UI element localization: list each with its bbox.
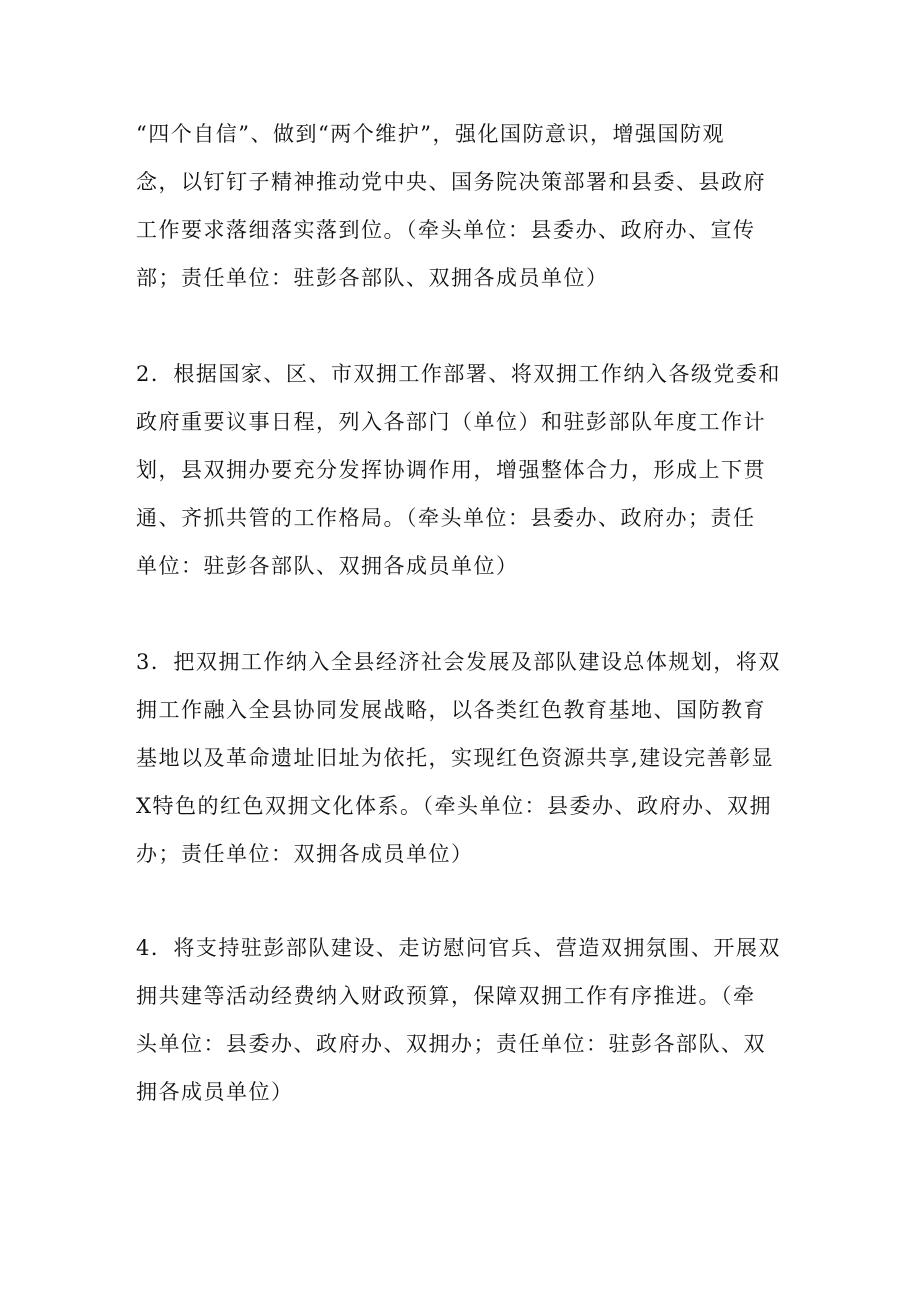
text-line: X特色的红色双拥文化体系。（牵头单位：县委办、政府办、双拥: [136, 794, 772, 818]
text-line: 划，县双拥办要充分发挥协调作用，增强整体合力，形成上下贯: [136, 458, 766, 482]
text-line: 3．把双拥工作纳入全县经济社会发展及部队建设总体规划，将双: [136, 650, 781, 674]
text-line: 2．根据国家、区、市双拥工作部署、将双拥工作纳入各级党委和: [136, 362, 781, 386]
text-line: 拥共建等活动经费纳入财政预算，保障双拥工作有序推进。（牵: [136, 984, 756, 1008]
text-line: 拥工作融入全县协同发展战略，以各类红色教育基地、国防教育: [136, 698, 766, 722]
paragraph-item-4: [136, 924, 796, 1116]
text-line: 念，以钉钉子精神推动党中央、国务院决策部署和县委、县政府: [136, 170, 766, 194]
text-line: 基地以及革命遗址旧址为依托，实现红色资源共享,建设完善彰显: [136, 746, 775, 770]
text-line: 工作要求落细落实落到位。（牵头单位：县委办、政府办、宣传: [136, 218, 756, 242]
paragraph-item-3: [136, 638, 796, 878]
text-line: 办；责任单位：双拥各成员单位）: [136, 842, 474, 866]
paragraph-item-2: [136, 350, 796, 590]
text-line: 单位：驻彭各部队、双拥各成员单位）: [136, 554, 519, 578]
text-line: 头单位：县委办、政府办、双拥办；责任单位：驻彭各部队、双: [136, 1032, 766, 1056]
paragraph-1-continuation: [136, 110, 796, 302]
text-line: 政府重要议事日程，列入各部门（单位）和驻彭部队年度工作计: [136, 410, 766, 434]
text-line: 部；责任单位：驻彭各部队、双拥各成员单位）: [136, 266, 609, 290]
text-line: 通、齐抓共管的工作格局。（牵头单位：县委办、政府办；责任: [136, 506, 756, 530]
text-line: 拥各成员单位）: [136, 1080, 294, 1104]
text-line: 4．将支持驻彭部队建设、走访慰问官兵、营造双拥氛围、开展双: [136, 936, 781, 960]
text-line: “四个自信”、做到“两个维护”，强化国防意识，增强国防观: [136, 122, 725, 146]
